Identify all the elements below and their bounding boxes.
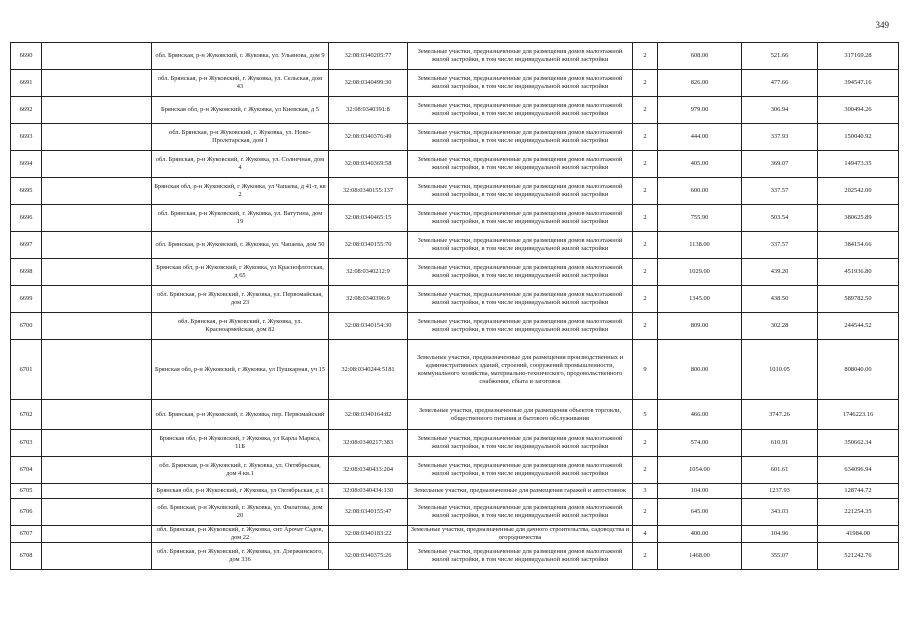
- cadastral-number-cell: 32:08:0340375:26: [329, 543, 408, 570]
- land-use-cell: Земельные участки, предназначенные для размещения домов малоэтажной жилой застройки, в том числе индивидуальной жилой застройки: [408, 232, 633, 259]
- table-row: [11, 430, 899, 457]
- area-cell: 400.00: [658, 526, 742, 543]
- address-cell: обл. Брянская, р-н Жуковский, г. Жуковка, ул. Ульянова, дом 9: [152, 43, 329, 70]
- table-row: [11, 484, 899, 499]
- cadastral-value-cell: 317169.28: [818, 43, 899, 70]
- table-row: [11, 205, 899, 232]
- area-cell: 574.00: [658, 430, 742, 457]
- cadastral-value-cell: 384154.66: [818, 232, 899, 259]
- specific-value-cell: 439.20: [742, 259, 818, 286]
- land-use-cell: Земельные участки, предназначенные для размещения домов малоэтажной жилой застройки, в том числе индивидуальной жилой застройки: [408, 205, 633, 232]
- specific-value-cell: 3747.26: [742, 400, 818, 430]
- blank-cell: [42, 259, 152, 286]
- address-cell: обл. Брянская, р-н Жуковский, г. Жуковка, ул. Красноармейская, дом 82: [152, 313, 329, 340]
- address-cell: обл. Брянская, р-н Жуковский, г. Жуковка, снт Арочат Садов, дом 22: [152, 526, 329, 543]
- land-use-cell: Земельные участки, предназначенные для размещения домов малоэтажной жилой застройки, в том числе индивидуальной жилой застройки: [408, 430, 633, 457]
- group-cell: 2: [633, 124, 658, 151]
- blank-cell: [42, 286, 152, 313]
- table-row: [11, 526, 899, 543]
- address-cell: обл. Брянская, р-н Жуковский, г. Жуковка, ул. Ватутина, дом 19: [152, 205, 329, 232]
- cadastral-number-cell: 32:08:0340205:77: [329, 43, 408, 70]
- blank-cell: [42, 400, 152, 430]
- land-use-cell: Земельные участки, предназначенные для дачного строительства, садоводства и огородничества: [408, 526, 633, 543]
- cadastral-number-cell: 32:08:0340244:5181: [329, 340, 408, 400]
- row-number-cell: 6707: [11, 526, 42, 543]
- group-cell: 2: [633, 313, 658, 340]
- land-use-cell: Земельные участки, предназначенные для размещения домов малоэтажной жилой застройки, в том числе индивидуальной жилой застройки: [408, 151, 633, 178]
- cadastral-number-cell: 32:08:0340155:47: [329, 499, 408, 526]
- blank-cell: [42, 70, 152, 97]
- cadastral-number-cell: 32:08:0340369:58: [329, 151, 408, 178]
- cadastral-number-cell: 32:08:0340465:15: [329, 205, 408, 232]
- row-number-cell: 6703: [11, 430, 42, 457]
- area-cell: 1345.00: [658, 286, 742, 313]
- table-row: [11, 543, 899, 570]
- cadastral-number-cell: 32:08:0340376:49: [329, 124, 408, 151]
- address-cell: обл. Брянская, р-н Жуковский, г. Жуковка, ул. Первомайская, дом 23: [152, 286, 329, 313]
- blank-cell: [42, 543, 152, 570]
- address-cell: обл. Брянская, р-н Жуковский, г. Жуковка, ул. Октябрьская, дом 4 кв.1: [152, 457, 329, 484]
- cadastral-value-cell: 634096.94: [818, 457, 899, 484]
- area-cell: 1468.00: [658, 543, 742, 570]
- cadastral-number-cell: 32:08:0340154:30: [329, 313, 408, 340]
- land-use-cell: Земельные участки, предназначенные для размещения домов малоэтажной жилой застройки, в том числе индивидуальной жилой застройки: [408, 543, 633, 570]
- blank-cell: [42, 313, 152, 340]
- area-cell: 645.00: [658, 499, 742, 526]
- land-use-cell: Земельные участки, предназначенные для размещения домов малоэтажной жилой застройки, в том числе индивидуальной жилой застройки: [408, 43, 633, 70]
- specific-value-cell: 369.07: [742, 151, 818, 178]
- specific-value-cell: 1010.05: [742, 340, 818, 400]
- address-cell: Брянская обл, р-н Жуковский, г Жуковка, ул Октябрьская, д 1: [152, 484, 329, 499]
- cadastral-value-cell: 380625.89: [818, 205, 899, 232]
- table-row: [11, 340, 899, 400]
- specific-value-cell: 477.66: [742, 70, 818, 97]
- row-number-cell: 6696: [11, 205, 42, 232]
- cadastral-number-cell: 32:08:0340212:9: [329, 259, 408, 286]
- specific-value-cell: 337.57: [742, 232, 818, 259]
- cadastral-value-cell: 202542.00: [818, 178, 899, 205]
- specific-value-cell: 337.57: [742, 178, 818, 205]
- land-use-cell: Земельные участки, предназначенные для размещения домов малоэтажной жилой застройки, в том числе индивидуальной жилой застройки: [408, 259, 633, 286]
- table-row: [11, 124, 899, 151]
- area-cell: 600.00: [658, 178, 742, 205]
- table-row: [11, 259, 899, 286]
- land-use-cell: Земельные участки, предназначенные для размещения производственных и административных зданий, строений, сооружений промышленности, коммунального хозяйства, материально-технического, продовольственного снабжения, сбыта и заготовок: [408, 340, 633, 400]
- cadastral-number-cell: 32:08:0340391:8: [329, 97, 408, 124]
- group-cell: 2: [633, 97, 658, 124]
- specific-value-cell: 302.28: [742, 313, 818, 340]
- cadastral-value-cell: 808040.00: [818, 340, 899, 400]
- table-row: [11, 43, 899, 70]
- address-cell: Брянская обл, р-н Жуковский, г Жуковка, ул Пушкарная, уч 15: [152, 340, 329, 400]
- area-cell: 809.00: [658, 313, 742, 340]
- address-cell: обл. Брянская, р-н Жуковский, г. Жуковка, ул. Филатова, дом 20: [152, 499, 329, 526]
- blank-cell: [42, 178, 152, 205]
- group-cell: 2: [633, 232, 658, 259]
- blank-cell: [42, 340, 152, 400]
- row-number-cell: 6699: [11, 286, 42, 313]
- row-number-cell: 6692: [11, 97, 42, 124]
- area-cell: 1029.00: [658, 259, 742, 286]
- area-cell: 1138.00: [658, 232, 742, 259]
- blank-cell: [42, 43, 152, 70]
- area-cell: 466.00: [658, 400, 742, 430]
- cadastral-value-cell: 221254.35: [818, 499, 899, 526]
- land-use-cell: Земельные участки, предназначенные для размещения домов малоэтажной жилой застройки, в том числе индивидуальной жилой застройки: [408, 457, 633, 484]
- row-number-cell: 6698: [11, 259, 42, 286]
- area-cell: 826.00: [658, 70, 742, 97]
- row-number-cell: 6706: [11, 499, 42, 526]
- cadastral-number-cell: 32:08:0340217:383: [329, 430, 408, 457]
- specific-value-cell: 337.93: [742, 124, 818, 151]
- land-use-cell: Земельные участки, предназначенные для размещения домов малоэтажной жилой застройки, в том числе индивидуальной жилой застройки: [408, 313, 633, 340]
- table-row: [11, 232, 899, 259]
- group-cell: 2: [633, 286, 658, 313]
- table-row: [11, 151, 899, 178]
- address-cell: Брянская обл, р-н Жуковский, г Жуковка, ул Чапаева, д 41-т, кв 2: [152, 178, 329, 205]
- blank-cell: [42, 526, 152, 543]
- area-cell: 800.00: [658, 340, 742, 400]
- blank-cell: [42, 124, 152, 151]
- blank-cell: [42, 97, 152, 124]
- specific-value-cell: 503.54: [742, 205, 818, 232]
- land-use-cell: Земельные участки, предназначенные для размещения домов малоэтажной жилой застройки, в том числе индивидуальной жилой застройки: [408, 286, 633, 313]
- area-cell: 608.00: [658, 43, 742, 70]
- area-cell: 405.00: [658, 151, 742, 178]
- group-cell: 5: [633, 400, 658, 430]
- area-cell: 979.00: [658, 97, 742, 124]
- row-number-cell: 6693: [11, 124, 42, 151]
- blank-cell: [42, 430, 152, 457]
- group-cell: 2: [633, 205, 658, 232]
- blank-cell: [42, 232, 152, 259]
- cadastral-number-cell: 32:08:0340434:130: [329, 484, 408, 499]
- land-use-cell: Земельные участки, предназначенные для размещения домов малоэтажной жилой застройки, в том числе индивидуальной жилой застройки: [408, 124, 633, 151]
- group-cell: 2: [633, 499, 658, 526]
- group-cell: 2: [633, 457, 658, 484]
- table-row: [11, 457, 899, 484]
- cadastral-number-cell: 32:08:0340164:82: [329, 400, 408, 430]
- blank-cell: [42, 457, 152, 484]
- table-row: [11, 400, 899, 430]
- page-number: 349: [875, 20, 889, 30]
- address-cell: Брянская обл, р-н Жуковский, г Жуковка, ул Краснофлотская, д 65: [152, 259, 329, 286]
- specific-value-cell: 306.94: [742, 97, 818, 124]
- row-number-cell: 6704: [11, 457, 42, 484]
- specific-value-cell: 104.96: [742, 526, 818, 543]
- specific-value-cell: 1237.93: [742, 484, 818, 499]
- address-cell: обл. Брянская, р-н Жуковский, г. Жуковка, ул. Солнечная, дом 4: [152, 151, 329, 178]
- cadastral-number-cell: 32:08:0340396:9: [329, 286, 408, 313]
- address-cell: Брянская обл, р-н Жуковский, г Жуковка, ул Киевская, д 5: [152, 97, 329, 124]
- blank-cell: [42, 151, 152, 178]
- cadastral-number-cell: 32:08:0340433:204: [329, 457, 408, 484]
- specific-value-cell: 355.07: [742, 543, 818, 570]
- row-number-cell: 6697: [11, 232, 42, 259]
- table-row: [11, 286, 899, 313]
- group-cell: 3: [633, 484, 658, 499]
- blank-cell: [42, 499, 152, 526]
- area-cell: 444.00: [658, 124, 742, 151]
- row-number-cell: 6695: [11, 178, 42, 205]
- address-cell: Брянская обл, р-н Жуковский, г Жуковка, ул Карла Маркса, 11Б: [152, 430, 329, 457]
- cadastral-value-cell: 41984.00: [818, 526, 899, 543]
- specific-value-cell: 521.66: [742, 43, 818, 70]
- cadastral-value-cell: 394547.16: [818, 70, 899, 97]
- group-cell: 2: [633, 178, 658, 205]
- row-number-cell: 6702: [11, 400, 42, 430]
- area-cell: 1054.00: [658, 457, 742, 484]
- group-cell: 2: [633, 70, 658, 97]
- cadastral-number-cell: 32:08:0340155:137: [329, 178, 408, 205]
- address-cell: обл. Брянская, р-н Жуковский, г. Жуковка, ул. Сельская, дом 43: [152, 70, 329, 97]
- area-cell: 755.90: [658, 205, 742, 232]
- row-number-cell: 6708: [11, 543, 42, 570]
- land-register-table: [10, 42, 899, 570]
- address-cell: обл. Брянская, р-н Жуковский, г. Жуковка, ул. Ново-Пролетарская, дом 1: [152, 124, 329, 151]
- cadastral-value-cell: 149473.35: [818, 151, 899, 178]
- address-cell: обл. Брянская, р-н Жуковский, г. Жуковка, ул. Чапаева, дом 50: [152, 232, 329, 259]
- table-row: [11, 97, 899, 124]
- cadastral-value-cell: 1746223.16: [818, 400, 899, 430]
- group-cell: 2: [633, 259, 658, 286]
- group-cell: 2: [633, 151, 658, 178]
- cadastral-value-cell: 521242.76: [818, 543, 899, 570]
- row-number-cell: 6700: [11, 313, 42, 340]
- cadastral-number-cell: 32:08:0340183:22: [329, 526, 408, 543]
- cadastral-value-cell: 300494.26: [818, 97, 899, 124]
- row-number-cell: 6705: [11, 484, 42, 499]
- table-row: [11, 178, 899, 205]
- table-row: [11, 313, 899, 340]
- land-use-cell: Земельные участки, предназначенные для размещения объектов торговли, общественного питания и бытового обслуживания: [408, 400, 633, 430]
- table-body: [11, 43, 899, 570]
- cadastral-value-cell: 451936.80: [818, 259, 899, 286]
- row-number-cell: 6701: [11, 340, 42, 400]
- land-use-cell: Земельные участки, предназначенные для размещения домов малоэтажной жилой застройки, в том числе индивидуальной жилой застройки: [408, 97, 633, 124]
- cadastral-number-cell: 32:08:0340155:70: [329, 232, 408, 259]
- group-cell: 9: [633, 340, 658, 400]
- cadastral-value-cell: 150040.92: [818, 124, 899, 151]
- specific-value-cell: 343.03: [742, 499, 818, 526]
- cadastral-number-cell: 32:08:0340499:30: [329, 70, 408, 97]
- address-cell: обл. Брянская, р-н Жуковский, г. Жуковка, ул. Дзержинского, дом 336: [152, 543, 329, 570]
- blank-cell: [42, 484, 152, 499]
- address-cell: обл. Брянская, р-н Жуковский, г. Жуковка, пер. Первомайский: [152, 400, 329, 430]
- row-number-cell: 6690: [11, 43, 42, 70]
- specific-value-cell: 438.50: [742, 286, 818, 313]
- area-cell: 104.00: [658, 484, 742, 499]
- cadastral-value-cell: 128744.72: [818, 484, 899, 499]
- group-cell: 2: [633, 430, 658, 457]
- row-number-cell: 6691: [11, 70, 42, 97]
- specific-value-cell: 601.61: [742, 457, 818, 484]
- blank-cell: [42, 205, 152, 232]
- table-row: [11, 499, 899, 526]
- land-use-cell: Земельные участки, предназначенные для размещения домов малоэтажной жилой застройки, в том числе индивидуальной жилой застройки: [408, 70, 633, 97]
- row-number-cell: 6694: [11, 151, 42, 178]
- group-cell: 4: [633, 526, 658, 543]
- land-use-cell: Земельные участки, предназначенные для размещения домов малоэтажной жилой застройки, в том числе индивидуальной жилой застройки: [408, 499, 633, 526]
- cadastral-value-cell: 589782.50: [818, 286, 899, 313]
- group-cell: 2: [633, 543, 658, 570]
- cadastral-value-cell: 350662.34: [818, 430, 899, 457]
- group-cell: 2: [633, 43, 658, 70]
- land-use-cell: Земельные участки, предназначенные для размещения гаражей и автостоянок: [408, 484, 633, 499]
- specific-value-cell: 610.91: [742, 430, 818, 457]
- cadastral-value-cell: 244544.52: [818, 313, 899, 340]
- table-row: [11, 70, 899, 97]
- land-use-cell: Земельные участки, предназначенные для размещения домов малоэтажной жилой застройки, в том числе индивидуальной жилой застройки: [408, 178, 633, 205]
